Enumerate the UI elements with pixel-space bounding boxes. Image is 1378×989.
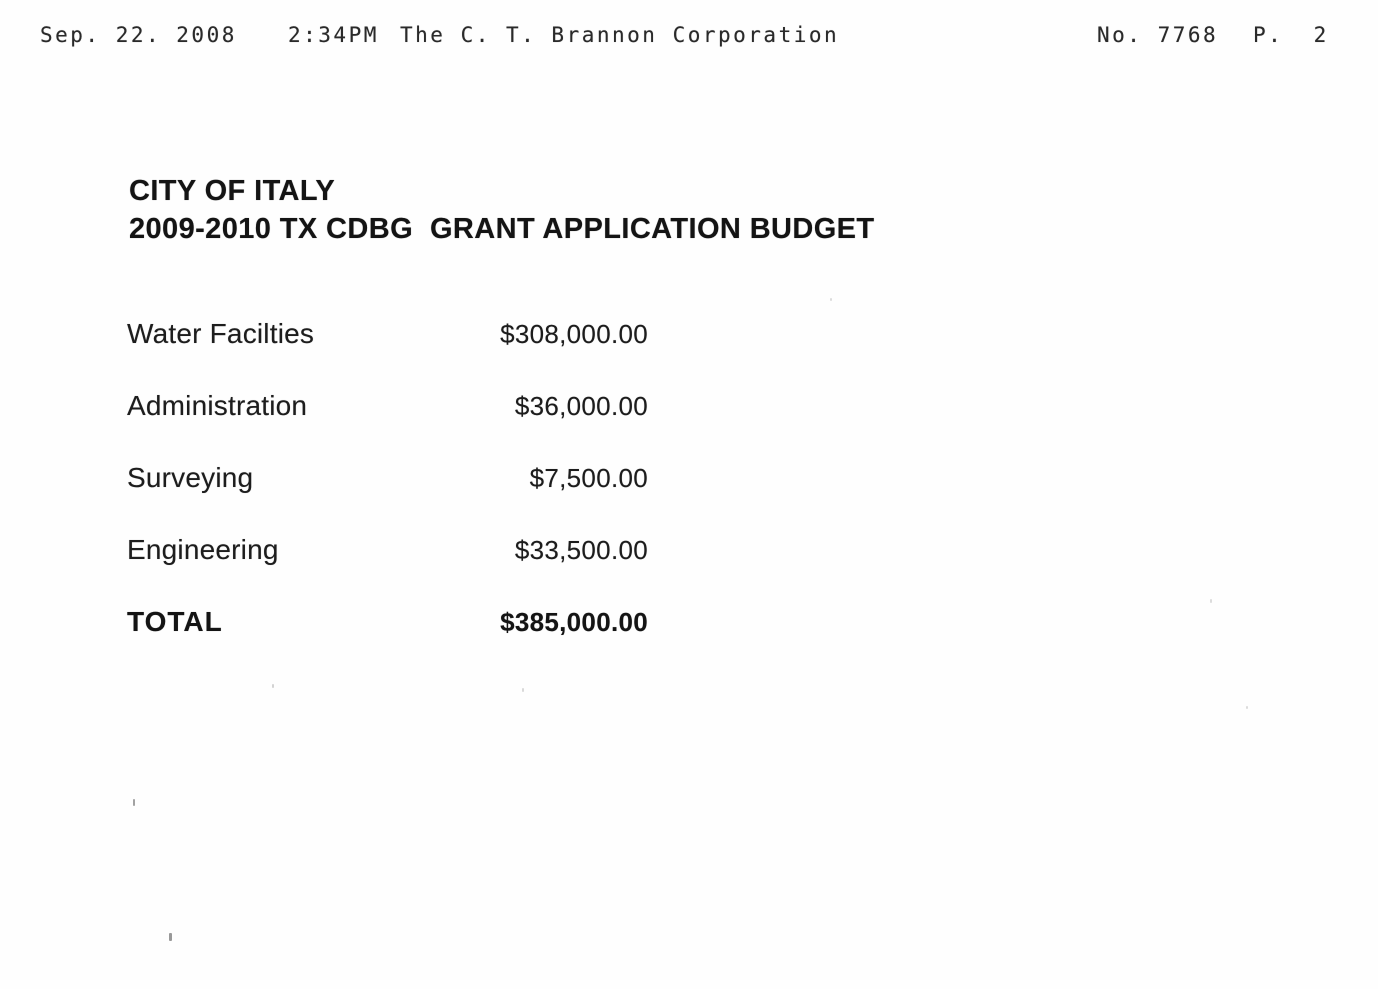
- title-line-budget: 2009-2010 TX CDBG GRANT APPLICATION BUDGET: [129, 213, 875, 245]
- scan-speck: [1246, 706, 1248, 709]
- scan-speck: [830, 298, 832, 301]
- budget-row-amount: $33,500.00: [514, 535, 648, 565]
- scan-speck: [272, 684, 274, 688]
- budget-row-administration: [127, 390, 648, 419]
- budget-row-amount: $36,000.00: [514, 391, 648, 421]
- budget-row-label: Administration: [127, 390, 308, 421]
- title-line-city: CITY OF ITALY: [129, 175, 336, 207]
- fax-sender-name: The C. T. Brannon Corporation: [400, 23, 840, 47]
- budget-row-amount: $308,000.00: [500, 319, 648, 349]
- budget-row-engineering: [127, 534, 648, 563]
- scan-speck: [1210, 599, 1212, 603]
- budget-table: [127, 318, 648, 678]
- total-amount: $385,000.00: [500, 607, 648, 637]
- budget-row-surveying: [127, 462, 648, 491]
- scan-speck: [522, 688, 524, 692]
- budget-row-water-facilities: [127, 318, 648, 347]
- scan-speck: [133, 799, 135, 806]
- fax-number: No. 7768: [1097, 23, 1219, 47]
- budget-row-total: [127, 606, 648, 635]
- fax-date: Sep. 22. 2008: [40, 23, 237, 47]
- budget-row-label: Water Facilties: [127, 318, 315, 349]
- document-title: [129, 172, 875, 248]
- fax-page-number: P. 2: [1253, 23, 1329, 47]
- total-label: TOTAL: [127, 606, 223, 637]
- budget-row-label: Surveying: [127, 462, 254, 493]
- fax-time: 2:34PM: [288, 23, 379, 47]
- scan-speck: [169, 933, 172, 941]
- budget-row-label: Engineering: [127, 534, 279, 565]
- budget-row-amount: $7,500.00: [529, 463, 648, 493]
